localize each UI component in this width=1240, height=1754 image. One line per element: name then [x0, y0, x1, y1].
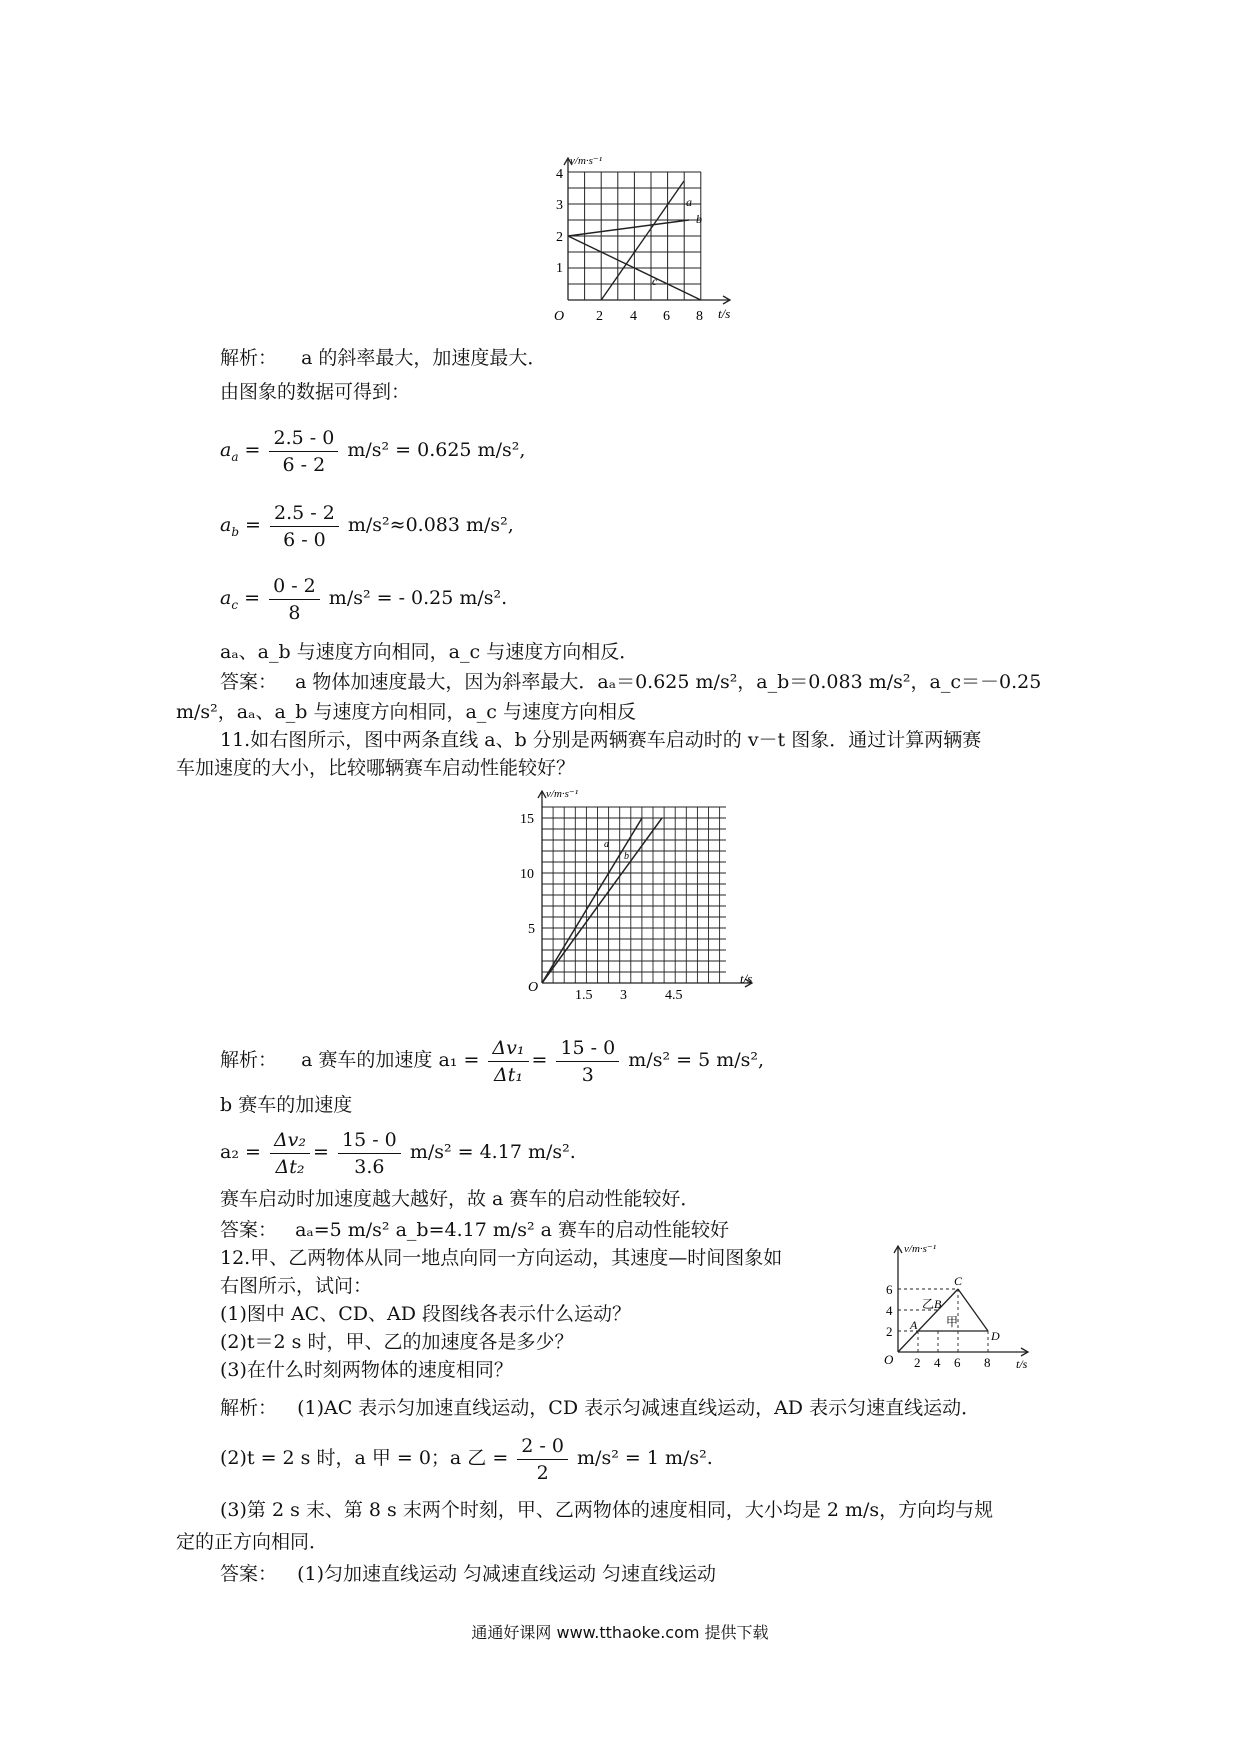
q11-question: 11.如右图所示，图中两条直线 a、b 分别是两辆赛车启动时的 v－t 图象．通过计算两辆赛	[220, 729, 982, 751]
fig3-y-axis-label: v/m·s⁻¹	[904, 1243, 937, 1255]
line-b	[542, 818, 662, 983]
analysis-label: 解析：	[220, 1397, 278, 1419]
fraction: $\frac{2.5 - 0}{6 - 2}$	[269, 425, 338, 478]
fig1-x-tick: 8	[696, 309, 703, 324]
formula-tail: m/s²≈0.083 m/s²,	[347, 514, 514, 536]
q11-question-cont: 车加速度的大小，比较哪辆赛车启动性能较好？	[176, 757, 576, 779]
fig3-point-b: B	[934, 1297, 942, 1311]
fig3-x-tick: 2	[914, 1355, 921, 1370]
q12-analysis-row	[220, 1396, 980, 1420]
fig3-y-tick: 6	[886, 1282, 893, 1297]
fraction: $\frac{0 - 2}{8}$	[269, 573, 320, 626]
answer-label: 答案：	[220, 1563, 278, 1585]
line-a	[601, 181, 684, 300]
fig2-x-tick: 4.5	[665, 988, 683, 1003]
line-jia-cd	[958, 1289, 988, 1331]
q11-formula-a1: 解析： a 赛车的加速度 a₁ = $\frac{\text{Δv₁}}{\text{Δt₁}}$ = $\frac{15 - 0}{3}$ m/s² = 5 m/s²,	[220, 1036, 765, 1086]
q12-answer-text: (1)匀加速直线运动 匀减速直线运动 匀速直线运动	[297, 1563, 717, 1585]
analysis-label: 解析：	[220, 347, 278, 369]
q10-analysis-intro: 由图象的数据可得到：	[220, 381, 411, 403]
q12-sub-question: (3)在什么时刻两物体的速度相同？	[220, 1359, 513, 1381]
fig2-x-tick: 1.5	[575, 988, 593, 1003]
formula-tail: m/s² = 4.17 m/s².	[409, 1141, 576, 1163]
fig3-point-d: D	[991, 1329, 1000, 1343]
fraction: $\frac{2 - 0}{2}$	[517, 1433, 568, 1486]
q11-conclusion: 赛车启动时加速度越大越好，故 a 赛车的启动性能较好．	[220, 1188, 700, 1210]
q12-answer-row	[220, 1562, 716, 1586]
formula-prefix: a₂ =	[220, 1141, 267, 1163]
fraction: $\frac{2.5 - 2}{6 - 0}$	[270, 500, 339, 553]
q12-question-cont: 右图所示，试问：	[220, 1275, 373, 1297]
formula-prefix: a 赛车的加速度 a₁ =	[301, 1049, 486, 1071]
line-b	[568, 220, 689, 236]
fig3-x-axis-label: t/s	[1016, 1357, 1028, 1370]
answer-label: 答案：	[220, 671, 278, 693]
figure-1-grid	[568, 172, 701, 300]
fig2-label-b: b	[624, 851, 629, 862]
q12-analysis-3: (3)第 2 s 末、第 8 s 末两个时刻，甲、乙两物体的速度相同，大小均是 2 m/s，方向均与规	[220, 1499, 994, 1521]
fig3-y-tick: 4	[886, 1303, 893, 1318]
fraction: $\frac{15 - 0}{3}$	[556, 1035, 619, 1088]
fig1-label-a: a	[686, 195, 692, 209]
q12-sub-question: (1)图中 AC、CD、AD 段图线各表示什么运动？	[220, 1303, 631, 1325]
q10-analysis-row	[220, 346, 546, 370]
fig1-y-tick: 4	[556, 167, 563, 182]
fig3-series-jia: 甲	[946, 1315, 959, 1329]
fraction: $\frac{\text{Δv₂}}{\text{Δt₂}}$	[270, 1127, 310, 1180]
fig2-x-tick: 3	[620, 988, 627, 1003]
q11-b-intro: b 赛车的加速度	[220, 1094, 353, 1116]
formula-ab: $a_b$ = $\frac{2.5 - 2}{6 - 0}$ m/s²≈0.083 m/s²,	[220, 501, 514, 551]
fig3-point-a: A	[910, 1318, 918, 1332]
fig1-x-tick: 2	[596, 309, 603, 324]
fig2-y-tick: 5	[528, 922, 535, 937]
fig2-label-a: a	[604, 839, 609, 850]
fig2-y-axis-label: v/m·s⁻¹	[546, 788, 579, 800]
fig1-label-c: c	[652, 274, 658, 288]
fig3-x-tick: 4	[934, 1355, 941, 1370]
analysis-label: 解析：	[220, 1049, 278, 1071]
q12-sub-question: (2)t＝2 s 时，甲、乙的加速度各是多少？	[220, 1331, 574, 1353]
figure-2-grid	[542, 807, 726, 983]
q12-question: 12.甲、乙两物体从同一地点向同一方向运动，其速度—时间图象如	[220, 1247, 783, 1269]
fig1-x-tick: 4	[630, 309, 637, 324]
figure-2-vt-graph	[520, 785, 760, 1010]
figure-3-vt-graph	[868, 1240, 1038, 1370]
formula-ac: $a_c$ = $\frac{0 - 2}{8}$ m/s² = - 0.25 m/s².	[220, 574, 508, 624]
formula-tail: m/s² = 0.625 m/s²,	[347, 439, 526, 461]
fig1-label-b: b	[696, 212, 702, 226]
formula-tail: m/s² = 1 m/s².	[577, 1447, 713, 1469]
fig2-y-tick: 15	[520, 812, 534, 827]
fig1-y-axis-label: v/m·s⁻¹	[570, 155, 603, 167]
q11-answer-row	[220, 1218, 729, 1242]
figure-1-vt-graph	[540, 150, 740, 335]
page-footer: 通通好课网 www.tthaoke.com 提供下载	[471, 1623, 769, 1642]
q12-analysis-3-cont: 定的正方向相同．	[176, 1531, 329, 1553]
fig1-y-tick: 3	[556, 198, 563, 213]
answer-label: 答案：	[220, 1219, 278, 1241]
q10-answer-row	[220, 670, 1041, 694]
fig3-origin: O	[884, 1352, 894, 1367]
fig3-point-c: C	[954, 1274, 963, 1288]
formula-tail: m/s² = 5 m/s²,	[628, 1049, 765, 1071]
fig3-y-tick: 2	[886, 1324, 893, 1339]
formula-aa: $a_a$ = $\frac{2.5 - 0}{6 - 2}$ m/s² = 0.625 m/s²,	[220, 426, 526, 476]
fig2-origin: O	[528, 980, 539, 995]
fig2-y-tick: 10	[520, 867, 534, 882]
q12-formula	[220, 1428, 713, 1488]
q10-analysis-text: a 的斜率最大，加速度最大．	[301, 347, 547, 369]
fig3-x-tick: 8	[984, 1355, 991, 1370]
q12-analysis-text: (1)AC 表示匀加速直线运动，CD 表示匀减速直线运动，AD 表示匀速直线运动．	[297, 1397, 981, 1419]
fig3-series-yi: 乙	[922, 1297, 935, 1311]
formula-tail: m/s² = - 0.25 m/s².	[328, 587, 508, 609]
fig1-y-tick: 1	[556, 261, 563, 276]
fig3-x-tick: 6	[954, 1355, 961, 1370]
formula-prefix: (2)t = 2 s 时，a 甲 = 0；a 乙 =	[220, 1447, 515, 1469]
q10-direction: aₐ、a_b 与速度方向相同，a_c 与速度方向相反．	[220, 641, 639, 663]
q11-formula-a2: a₂ = $\frac{\text{Δv₂}}{\text{Δt₂}}$ = $\frac{15 - 0}{3.6}$ m/s² = 4.17 m/s².	[220, 1128, 576, 1178]
fraction: $\frac{\text{Δv₁}}{\text{Δt₁}}$	[488, 1035, 528, 1088]
fraction: $\frac{15 - 0}{3.6}$	[338, 1127, 401, 1180]
fig2-x-axis-label: t/s	[740, 971, 753, 986]
fig1-x-axis-label: t/s	[718, 306, 731, 321]
fig1-x-tick: 6	[663, 309, 670, 324]
q10-answer-cont: m/s²，aₐ、a_b 与速度方向相同，a_c 与速度方向相反	[176, 701, 636, 723]
fig1-origin: O	[554, 309, 565, 324]
fig1-y-tick: 2	[556, 230, 563, 245]
line-a	[542, 818, 642, 983]
q11-answer-text: aₐ=5 m/s² a_b=4.17 m/s² a 赛车的启动性能较好	[295, 1219, 730, 1241]
q10-answer-text: a 物体加速度最大，因为斜率最大．aₐ＝0.625 m/s²，a_b＝0.083 m/s²，a_c＝－0.25	[295, 671, 1042, 693]
